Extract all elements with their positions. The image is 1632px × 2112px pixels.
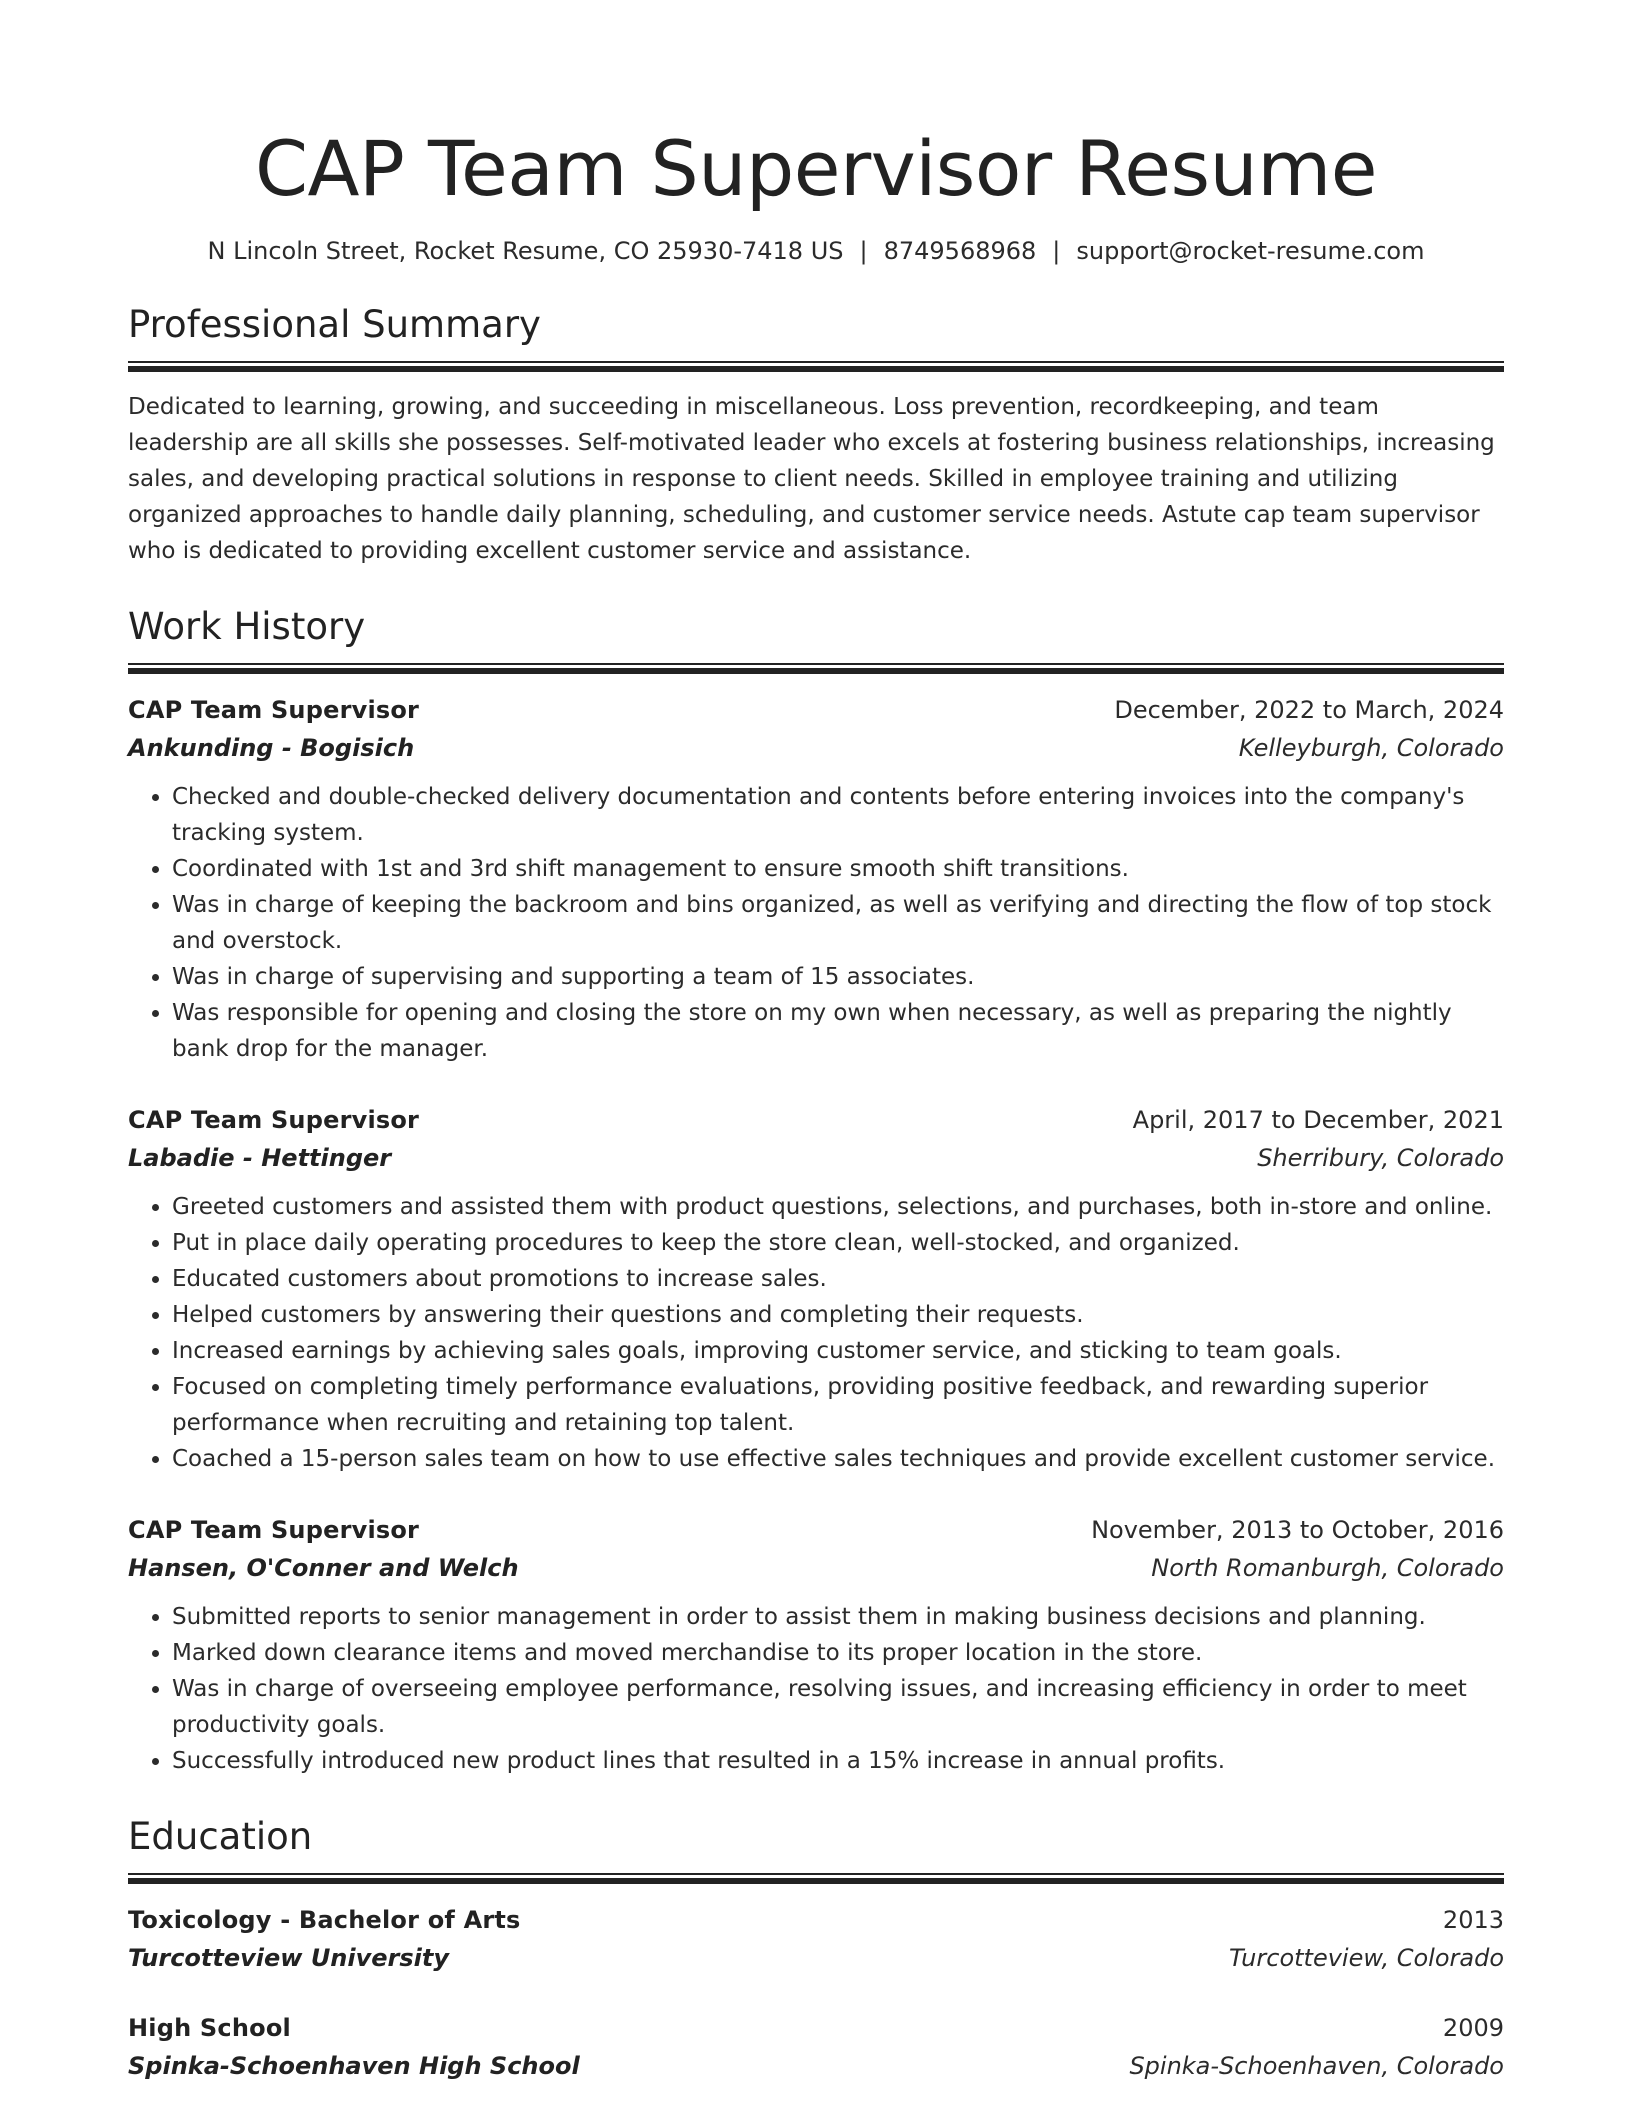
job-bullet: • Was in charge of overseeing employee performance, resolving issues, and increasing efficiency in order to meet productivity goals.	[172, 1671, 1504, 1743]
contact-line	[128, 235, 1504, 267]
job-bullets	[128, 779, 1504, 1067]
job-bullet: • Helped customers by answering their questions and completing their requests.	[172, 1297, 1504, 1333]
job-company: Hansen, O'Conner and Welch	[128, 1554, 519, 1582]
contact-address: N Lincoln Street, Rocket Resume, CO 25930-7418 US	[207, 237, 844, 265]
section-divider	[128, 1873, 1504, 1883]
job-location: Sherribury, Colorado	[1257, 1144, 1504, 1172]
summary-text: Dedicated to learning, growing, and succeeding in miscellaneous. Loss prevention, recordkeeping, and team leadership are all skills she possesses. Self-motivated leader who excels at fostering business relationships, increasing sales, and developing practical solutions in response to client needs. Skilled in employee training and utilizing organized approaches to handle daily planning, scheduling, and customer service needs. Astute cap team supervisor who is dedicated to providing excellent customer service and assistance.	[128, 394, 1495, 564]
job-location: Kelleyburgh, Colorado	[1238, 734, 1504, 762]
education-entry	[128, 2009, 1504, 2085]
summary-section-header	[128, 301, 1504, 371]
contact-phone[interactable]: 8749568968	[883, 237, 1037, 265]
resume-title: CAP Team Supervisor Resume	[254, 124, 1378, 213]
education-section-header	[128, 1813, 1504, 1883]
education-location: Turcotteview, Colorado	[1228, 1944, 1504, 1972]
job-bullet: • Greeted customers and assisted them with product questions, selections, and purchases, both in-store and online.	[172, 1189, 1504, 1225]
job-bullet: • Was in charge of supervising and supporting a team of 15 associates.	[172, 959, 1504, 995]
job-dates: April, 2017 to December, 2021	[1132, 1106, 1504, 1134]
job-bullets	[128, 1599, 1504, 1779]
job-bullet: • Coordinated with 1st and 3rd shift management to ensure smooth shift transitions.	[172, 851, 1504, 887]
job-title: CAP Team Supervisor	[128, 696, 420, 724]
job-entry	[128, 1511, 1504, 1779]
job-title: CAP Team Supervisor	[128, 1106, 420, 1134]
contact-email[interactable]: support@rocket-resume.com	[1076, 237, 1425, 265]
job-bullet: • Put in place daily operating procedures to keep the store clean, well-stocked, and organized.	[172, 1225, 1504, 1261]
education-school: Spinka-Schoenhaven High School	[128, 2052, 580, 2080]
work-section-header	[128, 603, 1504, 673]
education-degree: High School	[128, 2014, 291, 2042]
job-title: CAP Team Supervisor	[128, 1516, 420, 1544]
job-company: Labadie - Hettinger	[128, 1144, 392, 1172]
contact-separator: |	[859, 237, 868, 265]
work-heading: Work History	[128, 605, 366, 648]
education-heading: Education	[128, 1815, 313, 1858]
job-dates: November, 2013 to October, 2016	[1091, 1516, 1504, 1544]
summary-heading: Professional Summary	[128, 303, 541, 346]
job-bullets	[128, 1189, 1504, 1477]
job-dates: December, 2022 to March, 2024	[1114, 696, 1504, 724]
job-entry	[128, 691, 1504, 1067]
job-bullet: • Successfully introduced new product lines that resulted in a 15% increase in annual profits.	[172, 1743, 1504, 1779]
education-school: Turcotteview University	[128, 1944, 449, 1972]
job-company: Ankunding - Bogisich	[128, 734, 415, 762]
education-entry	[128, 1901, 1504, 1977]
contact-separator: |	[1052, 237, 1061, 265]
job-bullet: • Coached a 15-person sales team on how to use effective sales techniques and provide excellent customer service.	[172, 1441, 1504, 1477]
job-bullet: • Was in charge of keeping the backroom and bins organized, as well as verifying and directing the flow of top stock and overstock.	[172, 887, 1504, 959]
job-bullet: • Marked down clearance items and moved merchandise to its proper location in the store.	[172, 1635, 1504, 1671]
job-bullet: • Checked and double-checked delivery documentation and contents before entering invoices into the company's tracking system.	[172, 779, 1504, 851]
job-location: North Romanburgh, Colorado	[1151, 1554, 1504, 1582]
job-entry	[128, 1101, 1504, 1477]
education-location: Spinka-Schoenhaven, Colorado	[1129, 2052, 1504, 2080]
job-bullet: • Focused on completing timely performance evaluations, providing positive feedback, and rewarding superior performance when recruiting and retaining top talent.	[172, 1369, 1504, 1441]
job-bullet: • Was responsible for opening and closing the store on my own when necessary, as well as preparing the nightly bank drop for the manager.	[172, 995, 1504, 1067]
job-bullet: • Submitted reports to senior management in order to assist them in making business decisions and planning.	[172, 1599, 1504, 1635]
job-bullet: • Increased earnings by achieving sales goals, improving customer service, and sticking to team goals.	[172, 1333, 1504, 1369]
job-bullet: • Educated customers about promotions to increase sales.	[172, 1261, 1504, 1297]
section-divider	[128, 663, 1504, 673]
education-year: 2009	[1442, 2014, 1504, 2042]
education-year: 2013	[1442, 1906, 1504, 1934]
education-degree: Toxicology - Bachelor of Arts	[128, 1906, 521, 1934]
section-divider	[128, 361, 1504, 371]
